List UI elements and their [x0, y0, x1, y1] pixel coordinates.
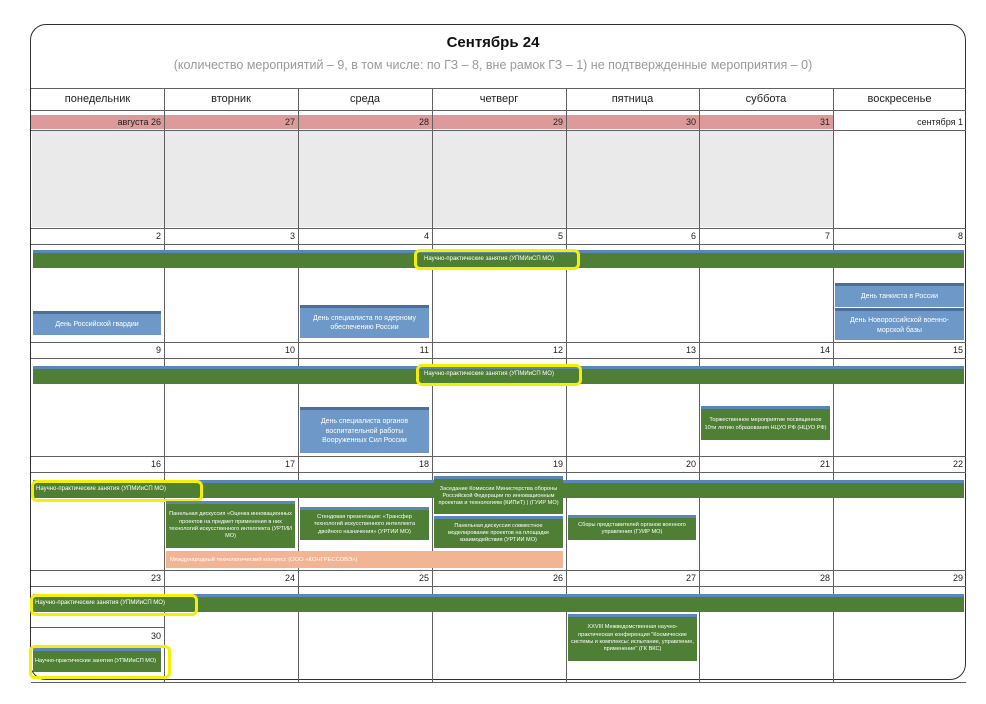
date-cell: августа 26 — [31, 115, 164, 129]
date-cell: 24 — [284, 573, 295, 583]
highlight-marker — [29, 645, 171, 679]
event-nuclear[interactable]: День специалиста по ядерному обеспечению России — [300, 305, 429, 338]
date-cell: 30 — [566, 115, 699, 129]
event-stand[interactable]: Стендовая презентация: «Трансфер технологий искусственного интеллекта двойного назначения» (УРТИИ МО) — [300, 507, 429, 540]
weekday-saturday: суббота — [745, 93, 787, 105]
date-cell: 9 — [155, 345, 161, 355]
grid-line — [699, 88, 700, 682]
date-cell: 11 — [419, 345, 429, 355]
event-commission[interactable]: Заседание Комиссии Министерства обороны Российской Федерации по инновационным проектам и технологиям (КИПиТ) ) (ГУИР МО) — [434, 476, 563, 514]
date-cell: 27 — [164, 115, 298, 129]
training-label: Научно-практические занятия (УПМИиСП МО) — [424, 371, 554, 377]
date-cell: 12 — [552, 345, 563, 355]
highlight-marker — [414, 249, 580, 270]
event-sbory[interactable]: Сборы представителей органов военного управления (ГУИР МО) — [568, 515, 696, 540]
date-cell: 25 — [418, 573, 429, 583]
grid-line — [833, 88, 834, 682]
weekday-sunday: воскресенье — [867, 93, 932, 105]
event-conference[interactable]: XXVIII Межведомственная научно-практическая конференция "Космические системы и комплексы: испытание, управление, применение" (ГК ВКС) — [568, 614, 697, 661]
date-cell: 2 — [155, 231, 161, 241]
training-label: Научно-практические занятия (УПМИиСП МО) — [424, 256, 554, 262]
date-cell: 26 — [552, 573, 563, 583]
weekday-monday: понедельник — [64, 93, 131, 105]
training-label: Научно-практические занятия (УПМИиСП МО) — [36, 486, 166, 492]
date-cell: 27 — [685, 573, 696, 583]
date-cell: 18 — [418, 459, 429, 469]
highlight-marker — [30, 594, 198, 616]
date-cell: 16 — [150, 459, 161, 469]
date-cell: 31 — [699, 115, 833, 129]
grid-line — [298, 88, 299, 682]
date-cell: 7 — [824, 231, 830, 241]
date-cell: 30 — [150, 631, 161, 641]
grid-line — [31, 130, 966, 131]
date-cell: 21 — [819, 459, 830, 469]
weekday-wednesday: среда — [349, 93, 381, 105]
training-label: Научно-практические занятия (УПМИиСП МО) — [35, 600, 165, 606]
date-cell: 19 — [552, 459, 563, 469]
grid-line — [31, 570, 966, 571]
grid-line — [31, 627, 164, 628]
grid-line — [31, 586, 966, 587]
date-cell: сентября 1 — [917, 117, 963, 127]
event-panel-ai[interactable]: Панельная дискуссия «Оценка инновационных проектов на предмет применения в них технологий искусственного интеллекта (УРТИИ МО) — [166, 501, 295, 548]
date-cell: 5 — [557, 231, 563, 241]
grid-line — [31, 110, 966, 111]
highlight-marker — [416, 364, 582, 386]
date-cell: 17 — [284, 459, 295, 469]
event-panel-modeling[interactable]: Панельная дискуссия совместное моделирование проектов на площадке взаимодействия (УРТИИ МО) — [434, 516, 563, 548]
highlight-marker — [31, 480, 203, 502]
date-cell: 29 — [952, 573, 963, 583]
date-cell: 15 — [952, 345, 963, 355]
grid-line — [31, 456, 966, 457]
event-rosgvardia[interactable]: День Российской гвардии — [33, 311, 161, 335]
date-cell: 6 — [690, 231, 696, 241]
event-congress[interactable]: Международный технологический конгресс (ООО «КОНГРЕССОВЭ») — [166, 551, 563, 568]
date-cell: 3 — [289, 231, 295, 241]
calendar-title: Сентябрь 24 — [446, 34, 540, 51]
event-tank[interactable]: День танкиста в России — [835, 283, 964, 307]
grid-line — [31, 358, 966, 359]
date-cell: 22 — [952, 459, 963, 469]
date-cell: 4 — [423, 231, 429, 241]
grid-line — [31, 88, 966, 89]
grid-line — [31, 342, 966, 343]
weekday-friday: пятница — [611, 93, 654, 105]
grid-line — [164, 88, 165, 682]
grid-line — [31, 472, 966, 473]
date-cell: 29 — [432, 115, 566, 129]
date-cell: 28 — [819, 573, 830, 583]
date-cell: 28 — [298, 115, 432, 129]
event-educational[interactable]: День специалиста органов воспитательной работы Вооруженных Сил России — [300, 407, 429, 453]
grid-line — [31, 244, 966, 245]
date-cell: 10 — [284, 345, 295, 355]
date-cell: 20 — [685, 459, 696, 469]
event-ncuo[interactable]: Торжественное мероприятие посвященное 10ти летию образования НЦУО РФ (НЦУО РФ) — [701, 406, 830, 440]
date-cell: 8 — [957, 231, 963, 241]
grid-line — [31, 682, 966, 683]
weekday-thursday: четверг — [479, 93, 519, 105]
calendar-subtitle: (количество мероприятий – 9, в том числе: по ГЗ – 8, вне рамок ГЗ – 1) не подтвержденные мероприятия – 0) — [173, 58, 813, 72]
weekday-tuesday: вторник — [211, 93, 251, 105]
date-cell: 14 — [819, 345, 830, 355]
training-event[interactable]: Научно-практические занятия (УПМИиСП МО) — [33, 648, 161, 672]
grid-line — [31, 228, 966, 229]
event-novoross[interactable]: День Новороссийской военно-морской базы — [835, 308, 964, 340]
date-cell: 13 — [685, 345, 696, 355]
date-cell: 23 — [150, 573, 161, 583]
